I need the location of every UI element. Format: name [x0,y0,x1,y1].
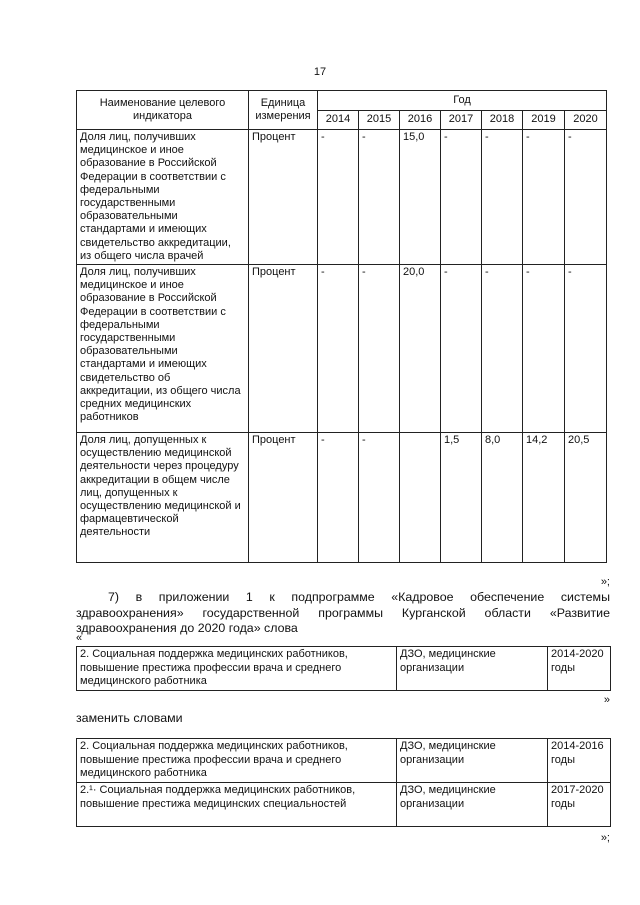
replace-with-text: заменить словами [76,711,183,725]
indicator-value: - [482,130,523,265]
indicator-value: - [318,130,359,265]
indicator-value: - [318,433,359,563]
header-year-cell: 2018 [482,111,523,130]
program-exec: ДЗО, медицинские организации [397,647,548,691]
indicator-name: Доля лиц, получивших медицинское и иное образование в Российской Федерации в соответствии с федеральными государственными образовательными стандартами и имеющих свидетельство аккредитации, из общего числа врачей [77,130,249,265]
table-row [77,433,607,563]
page-number: 17 [313,66,327,78]
indicator-value: 1,5 [441,433,482,563]
closing-quote: »; [600,576,610,588]
indicator-value: - [482,265,523,433]
program-period: 2014-2016 годы [548,739,611,783]
indicator-unit: Процент [249,433,318,563]
indicators-table [76,90,607,563]
indicator-value: - [318,265,359,433]
paragraph-7: 7) в приложении 1 к подпрограмме «Кадровое обеспечение системы здравоохранения» государственной программы Курганской области «Развитие здравоохранения до 2020 года» слова [76,590,610,635]
program-text: 2. Социальная поддержка медицинских работников, повышение престижа профессии врача и среднего медицинского работника [77,647,397,691]
program-period: 2017-2020 годы [548,783,611,827]
indicator-name: Доля лиц, получивших медицинское и иное образование в Российской Федерации в соответствии с федеральными государственными образовательными стандартами и имеющих свидетельство об аккредитации, из общего числа средних медицинских работников [77,265,249,433]
program-text: 2.¹· Социальная поддержка медицинских работников, повышение престижа медицинских специальностей [77,783,397,827]
table-row [77,265,607,433]
indicator-value: - [565,130,607,265]
header-year-cell: 2017 [441,111,482,130]
opening-quote: « [76,632,83,644]
closing-quote: »; [600,832,610,844]
indicator-value: 14,2 [523,433,565,563]
indicator-value: - [441,265,482,433]
table-row [77,130,607,265]
header-year-cell: 2019 [523,111,565,130]
indicator-value: - [359,433,400,563]
indicator-value: 20,5 [565,433,607,563]
table-row [77,783,611,827]
header-year-cell: 2014 [318,111,359,130]
indicator-value: - [523,265,565,433]
header-year-cell: 2015 [359,111,400,130]
header-unit: Единица измерения [249,91,318,130]
closing-quote: » [603,694,610,706]
indicator-value [400,433,441,563]
indicator-value: - [565,265,607,433]
indicator-unit: Процент [249,130,318,265]
indicator-value: - [359,130,400,265]
header-indicator-name: Наименование целевого индикатора [77,91,249,130]
program-period: 2014-2020 годы [548,647,611,691]
new-text-table [76,738,611,827]
old-text-table [76,646,611,691]
indicator-name: Доля лиц, допущенных к осуществлению медицинской деятельности через процедуру аккредитации в общем числе лиц, допущенных к осуществлению медицинской и фармацевтической деятельности [77,433,249,563]
header-year-cell: 2016 [400,111,441,130]
indicator-value: 20,0 [400,265,441,433]
table-row [77,739,611,783]
program-text: 2. Социальная поддержка медицинских работников, повышение престижа профессии врача и среднего медицинского работника [77,739,397,783]
indicator-value: - [523,130,565,265]
program-exec: ДЗО, медицинские организации [397,739,548,783]
indicator-value: 8,0 [482,433,523,563]
indicator-unit: Процент [249,265,318,433]
indicator-value: 15,0 [400,130,441,265]
header-year-cell: 2020 [565,111,607,130]
header-year: Год [318,91,607,111]
table-row [77,647,611,691]
indicator-value: - [359,265,400,433]
program-exec: ДЗО, медицинские организации [397,783,548,827]
indicator-value: - [441,130,482,265]
